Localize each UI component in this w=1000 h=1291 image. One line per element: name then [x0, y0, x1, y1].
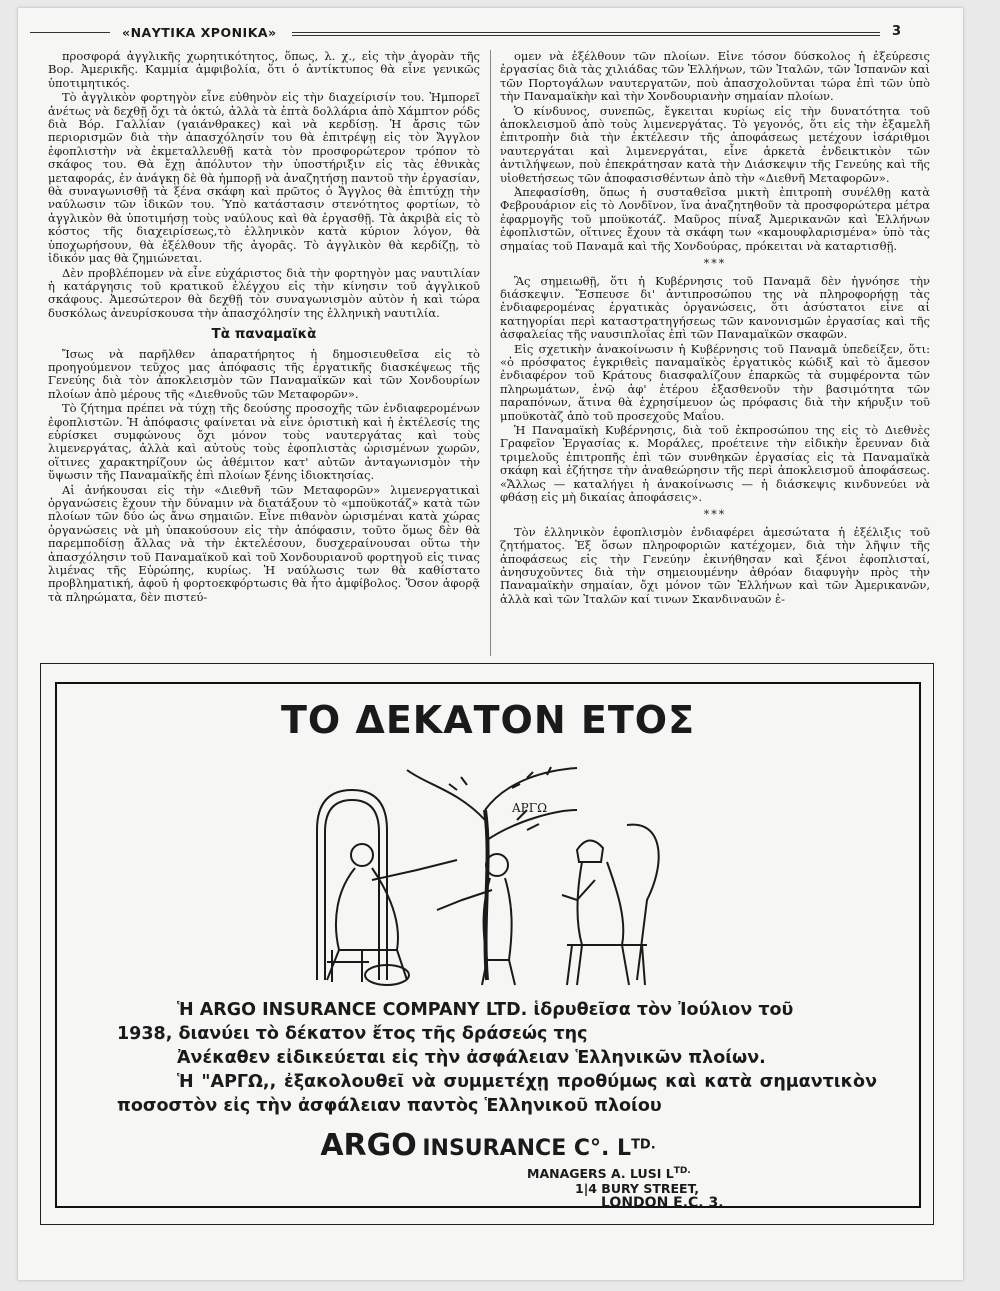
ad-title: ΤΟ ΔΕΚΑΤΟΝ ΕΤΟΣ	[280, 698, 696, 742]
managers-line	[527, 1164, 807, 1181]
right-paragraph-7: Τὸν ἑλληνικὸν ἐφοπλισμὸν ἐνδιαφέρει ἀμεσώτατα ἡ ἐξέλιξις τοῦ ζητήματος. Ἐξ ὅσων πληροφοριῶν κατέχομεν, διὰ τὴν λῆψιν τῆς ἀποφάσεως εἰς τὴν Γενεύην ἐκινήθησαν καὶ ξένοι ἐφοπλισταί, ἀνησυχοῦντες διὰ τὴν σημειουμένην ἀθρόαν διαφυγὴν πρὸς τὴν Παναμαϊκὴν σημαίαν, ὄχι μόνον τῶν Ἑλλήνων καὶ τῶν Ἀμερικανῶν, ἀλλὰ καὶ τῶν Ἰταλῶν καί τινων Σκανδιναυῶν ἐ-	[500, 524, 930, 606]
ad-line-1: Ἡ ARGO INSURANCE COMPANY LTD. ἱδρυθεῖσα τὸν Ἰούλιον τοῦ	[177, 1000, 794, 1020]
advertisement-frame	[55, 682, 921, 1212]
right-paragraph-5: Εἰς σχετικὴν ἀνακοίνωσιν ἡ Κυβέρνησις τοῦ Παναμᾶ ὑπεδείξεν, ὅτι: «ὁ πρόσφατος ἐγκριθεὶς παναμαϊκὸς ἐργατικὸς κώδιξ καὶ τὸ ἄμεσον ἐνδιαφέρον τοῦ Κράτους διασφαλίζουν ἐπαρκῶς τὰ συμφέροντα τῶν πληρωμάτων, ἐνῷ ἀφ' ἑτέρου ἐξασθενοῦν τὴν βασιμότητα τῶν παραπόνων, ἅτινα θὰ ἐχρησίμευον ὡς πρόφασις διὰ τὴν κήρυξιν τοῦ μποϋκοτὰζ ἀπὸ τοῦ προσεχοῦς Μαΐου.	[500, 341, 930, 423]
column-divider	[490, 50, 491, 656]
section-heading-panamaika: Τὰ παναμαϊκὰ	[211, 326, 317, 343]
page-header	[30, 22, 930, 42]
page-number: 3	[892, 24, 902, 39]
left-paragraph-3: Δὲν προβλέπομεν νὰ εἶνε εὐχάριστος διὰ τὴν φορτηγὸν μας ναυτιλίαν ἡ κατάργησις τοῦ κρατικοῦ ἐλέγχου εἰς τὴν κίνησιν τοῦ ἀγγλικοῦ σκάφους. Ἀμεσώτερον θὰ δεχθῇ τὸν συναγωνισμὸν αὐτὸν ἡ καὶ τώρα δυσκόλως ἀνευρίσκουσα τὴν ἀπασχόλησίν της ἑλληνικὴ ναυτιλία.	[48, 265, 480, 320]
right-paragraph-2: Ὁ κίνδυνος, συνεπῶς, ἔγκειται κυρίως εἰς τὴν δυνατότητα τοῦ ἀποκλεισμοῦ ἀπὸ τοὺς λιμενεργάτας. Τὸ γεγονός, ὅτι εἰς τὴν ἐξαμελῆ ἐπιτροπὴν διὰ τὴν ἐκτέλεσιν τῆς ἀποφάσεως μετέχουν ἰσάριθμοι ναυτεργάται καὶ λιμενεργάται, εἶνε ἀρκετὰ ἐνδεικτικὸν τῶν ἀντιλήψεων, ποὺ ἐπεκράτησαν κατὰ τὴν Διάσκεψιν τῆς Γενεύης καὶ τῆς υἱοθετήσεως τῶν ἀποφασισθέντων ἀπὸ τὴν «Διεθνῆ Μεταφορῶν».	[500, 103, 930, 185]
street-line: 1|4 BURY STREET,	[575, 1181, 700, 1197]
illustration-caption: ΑΡΓΩ	[512, 801, 548, 815]
ad-body-text	[117, 998, 877, 1118]
right-paragraph-4: Ἂς σημειωθῇ, ὅτι ἡ Κυβέρνησις τοῦ Παναμᾶ δὲν ἠγνόησε τὴν διάσκεψιν. Ἔσπευσε δι' ἀντιπροσώπου της νὰ πληροφορήσῃ τὰς ἐνδιαφερομένας ἐργατικὰς ὀργανώσεις, ὅτι ἀσύστατοι εἶνε αἱ κατηγορίαι περὶ καταστρατηγήσεως τῶν κανονισμῶν ἐργασίας καὶ τῆς ἀσφαλείας τῆς ναυσιπλοΐας ἐπὶ τῶν Παναμαϊκῶν σκαφῶν.	[500, 273, 930, 342]
right-paragraph-3: Ἀπεφασίσθη, ὅπως ἡ συσταθεῖσα μικτὴ ἐπιτροπὴ συνέλθῃ κατὰ Φεβρουάριον εἰς τὸ Λονδῖνον, ἵνα ἀναζητηθοῦν τὰ προσφορώτερα μέτρα ἐφαρμογῆς τοῦ μποϋκοτάζ. Μαῦρος πίναξ Ἀμερικανῶν καὶ Ἑλλήνων ἐφοπλιστῶν, οἵτινες ἔχουν τὰ σκάφη των «καμουφλαρισμένα» ὑπὸ τὰς σημαίας τοῦ Παναμᾶ καὶ τῆς Χονδούρας, πρόκειται νὰ καταρτισθῇ.	[500, 185, 930, 253]
left-paragraph-2: Τὸ ἀγγλικὸν φορτηγὸν εἶνε εὐθηνὸν εἰς τὴν διαχείρισίν του. Ἠμπορεῖ ἀνέτως νὰ δεχθῇ ὄχι τὰ ὀκτώ, ἀλλὰ τὰ ἑπτὰ δολλάρια ἀπὸ Χάμπτον ρόδς διὰ Βόρ. Γαλλίαν (γαιάνθρακες) καὶ νὰ κερδίσῃ. Ἡ ἄρσις τῶν περιορισμῶν διὰ τὴν ἀπασχόλησίν του θὰ ἐπιτρέψῃ εἰς τὸν Ἄγγλον ἐφοπλιστὴν νὰ ἐκμεταλλευθῇ κατὰ τὸν προσφορώτερον τρόπον τὸ σκάφος του. Θὰ ἔχῃ ἀπόλυτον τὴν ὑποστήριξιν εἰς τὰς ἐθνικὰς μεταφοράς, ἐν ἀνάγκῃ δὲ θὰ ἠμπορῇ νὰ ἀναζητήσῃ παντοῦ τὴν ἐργασίαν, θὰ συναγωνισθῇ τὰ ξένα σκάφη καὶ πρῶτος ὁ Ἄγγλος θὰ ἐπιτύχῃ τὴν ναύλωσιν τῶν ἰδικῶν του. Ὑπὸ κατάστασιν στενότητος φορτίων, τὸ ἀγγλικὸν θὰ ὑποτιμήσῃ τοὺς ναύλους καὶ θὰ ἐργασθῇ. Τὰ ἀκριβὰ εἰς τὸ κόστος τῆς διαχειρίσεως,τὸ ἑλληνικὸν κατὰ κύριον λόγον, θὰ ὑποχωρήσουν, θὰ ἐξέλθουν τῆς ἀγορᾶς. Τὸ ἀγγλικὸν θὰ κερδίζῃ, τὸ ἰδικόν μας θὰ ζημιώνεται.	[48, 90, 480, 266]
left-paragraph-4: Ἴσως νὰ παρῆλθεν ἀπαρατήρητος ἡ δημοσιευθεῖσα εἰς τὸ προηγούμενον τεῦχος μας ἀπόφασις τῆς ἐργατικῆς διασκέψεως τῆς Γενεύης διὰ τὸν ἀποκλεισμὸν τῶν Παναμαϊκῶν καὶ τῶν Χονδουρίων πλοίων ἀπὸ μέρους τῆς «Διεθνοῦς τῶν Μεταφορῶν».	[48, 346, 480, 401]
company-address	[527, 1164, 807, 1211]
header-rule-right	[292, 32, 880, 33]
left-paragraph-5: Τὸ ζήτημα πρέπει νὰ τύχῃ τῆς δεούσης προσοχῆς τῶν ἐνδιαφερομένων ἐφοπλιστῶν. Ἡ ἀπόφασις φαίνεται νὰ εἶνε ὁριστικὴ καὶ ἡ ἐκτέλεσίς της εὑρίσκει συμφώνους ὄχι μόνον τοὺς ναυτεργάτας καὶ τοὺς λιμενεργάτας, ἀλλὰ καὶ αὐτοὺς τοὺς ἐφοπλιστὰς ὡρισμένων χωρῶν, οἵτινες χαρακτηρίζουν ὡς ἀθέμιτον κατ' αὐτῶν ἀνταγωνισμὸν τὴν ὕψωσιν τῆς Παναμαϊκῆς ἐπὶ πλοίων ξένης ἰδιοκτησίας.	[48, 401, 480, 483]
left-column	[48, 50, 480, 660]
managers-ltd-sup: TD.	[673, 1166, 691, 1176]
right-paragraph-1: ομεν νὰ ἐξέλθουν τῶν πλοίων. Εἶνε τόσον δύσκολος ἡ ἐξεύρεσις ἐργασίας διὰ τὰς χιλιάδας τῶν Ἑλλήνων, τῶν Ἰταλῶν, τῶν Ἰσπανῶν καὶ τῶν Πορτογάλων ναυτεργατῶν, ποὺ ἀπασχολοῦνται τώρα ἐπὶ τῶν ὑπὸ τὴν Παναμαϊκὴν καὶ τὴν Χονδουριανὴν σημαίαν πλοίων.	[500, 50, 930, 104]
header-rule-right-double	[292, 35, 880, 36]
company-name-rest: INSURANCE C°. L	[422, 1136, 632, 1161]
right-column	[500, 50, 930, 660]
left-paragraph-6: Αἱ ἀνήκουσαι εἰς τὴν «Διεθνῆ τῶν Μεταφορῶν» λιμενεργατικαὶ ὀργανώσεις ἔχουν τὴν δύναμιν νὰ διατάξουν τὸ «μποϋκοτάζ» κατὰ τῶν πλοίων τῶν δύο ὡς ἄνω σημαιῶν. Εἶνε πιθανὸν ὡρισμέναι κατὰ χώρας ὀργανώσεις νὰ μὴ ὑπακούσουν εἰς τὴν ἀπόφασιν, τοῦτο ὅμως δὲν θὰ παρεμποδίσῃ ἄλλας νὰ τὴν ἐκτελέσουν, δυσχεραίνουσαι οὕτω τὴν ἀπασχόλησιν τοῦ Παναμαϊκοῦ καὶ τοῦ Χονδουριανοῦ φορτηγοῦ εἰς τινας λιμένας τῆς Εὐρώπης, κυρίως. Ἡ ναύλωσις των θὰ καθίστατο προβληματική, ἀφοῦ ἡ φορτοεκφόρτωσις θὰ ἦτο ἀμφίβολος. Ὅσον ἀφορᾷ τὰ πληρώματα, δὲν πιστεύ-	[48, 482, 480, 604]
company-name	[57, 1128, 919, 1163]
newspaper-page	[18, 8, 963, 1280]
ad-line-2: 1938, διανύει τὸ δέκατον ἔτος τῆς δράσεώς της	[117, 1024, 588, 1044]
right-paragraph-6: Ἡ Παναμαϊκὴ Κυβέρνησις, διὰ τοῦ ἐκπροσώπου της εἰς τὸ Διεθνὲς Γραφεῖον Ἐργασίας κ. Μοράλες, προέτεινε τὴν εἰδικὴν ἔρευναν διὰ τριμελοῦς ἐπιτροπῆς ἐπὶ τῶν συνθηκῶν ἐργασίας εἰς τὰ Παναμαϊκὰ σκάφη καὶ ἐζήτησε τὴν ἀναθεώρησιν τῆς περὶ ἀποκλεισμοῦ ἀποφάσεως. «Ἄλλως — καταλήγει ἡ ἀνακοίνωσις — ἡ διάσκεψις κινδυνεύει νὰ φθάσῃ εἰς μὴ δικαίας ἀποφάσεις».	[500, 422, 930, 504]
company-name-ltd-sup: TD.	[631, 1137, 656, 1153]
company-name-argo: ARGO	[320, 1128, 417, 1163]
argo-mythological-illustration	[277, 750, 677, 990]
header-rule-left	[30, 32, 110, 33]
ad-line-4: Ἡ "ΑΡΓΩ,, ἐξακολουθεῖ νὰ συμμετέχῃ προθύμως καὶ κατὰ σημαντικὸν ποσοστὸν εἰς τὴν ἀσφάλειαν παντὸς Ἑλληνικοῦ πλοίου	[117, 1072, 877, 1116]
publication-title: «ΝΑΥΤΙΚΑ ΧΡΟΝΙΚΑ»	[122, 25, 277, 40]
section-separator-stars-2: ***	[703, 508, 727, 522]
argo-insurance-advertisement	[40, 663, 934, 1225]
left-paragraph-1: προσφορά ἀγγλικῆς χωρητικότητος, ὅπως, λ. χ., εἰς τὴν ἀγορὰν τῆς Βορ. Ἀμερικῆς. Καμμία ἀμφιβολία, ὅτι ὁ ἀντίκτυπος θὰ εἶνε γενικῶς ὑποτιμητικός.	[48, 50, 480, 90]
city-line: LONDON E.C. 3.	[601, 1195, 724, 1212]
ad-line-3: Ἀνέκαθεν εἰδικεύεται εἰς τὴν ἀσφάλειαν Ἑλληνικῶν πλοίων.	[177, 1048, 766, 1068]
managers-text: MANAGERS A. LUSI L	[527, 1166, 674, 1182]
section-separator-stars: ***	[703, 257, 727, 271]
